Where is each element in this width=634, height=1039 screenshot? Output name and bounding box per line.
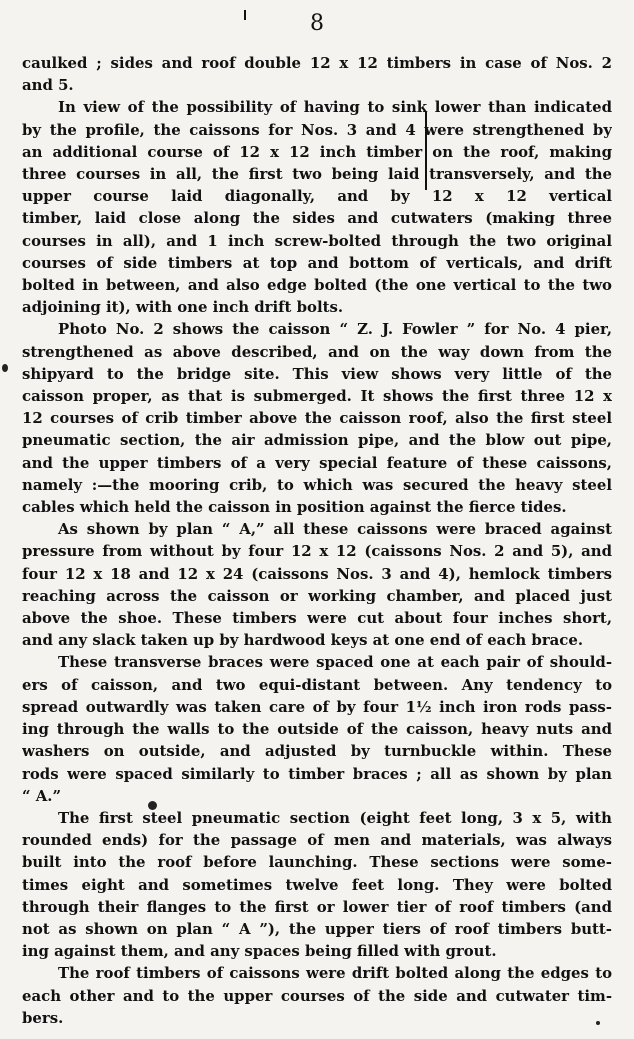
text-line: upper course laid diagonally, and by 12 x 12 vertical: [22, 187, 612, 206]
text-line: cables which held the caisson in position against the fierce tides.: [22, 498, 567, 517]
text-line: spread outwardly was taken care of by four 1½ inch iron rods pass-: [22, 697, 612, 716]
body-text: [22, 52, 612, 1029]
text-line: each other and to the upper courses of the side and cutwater tim-: [22, 986, 612, 1005]
text-line: strengthened as above described, and on the way down from the: [22, 342, 612, 361]
text-line: and 5.: [22, 76, 74, 95]
text-line: by the profile, the caissons for Nos. 3 and 4 were strengthened by: [22, 120, 612, 139]
text-line: bolted in between, and also edge bolted (the one vertical to the two: [22, 276, 612, 295]
text-line: four 12 x 18 and 12 x 24 (caissons Nos. 3 and 4), hemlock timbers: [22, 564, 612, 583]
text-line: timber, laid close along the sides and cutwaters (making three: [22, 209, 612, 228]
text-line: The roof timbers of caissons were drift bolted along the edges to: [58, 964, 612, 983]
text-line: ers of caisson, and two equi-distant between. Any tendency to: [22, 675, 612, 694]
text-line: built into the roof before launching. These sections were some-: [22, 853, 612, 872]
text-line: 12 courses of crib timber above the caisson roof, also the first steel: [22, 409, 612, 428]
text-line: pressure from without by four 12 x 12 (caissons Nos. 2 and 5), and: [22, 542, 612, 561]
text-line: washers on outside, and adjusted by turnbuckle within. These: [22, 742, 612, 761]
ink-speck: [2, 364, 8, 372]
text-line: adjoining it), with one inch drift bolts.: [22, 298, 344, 317]
text-line: caulked ; sides and roof double 12 x 12 timbers in case of Nos. 2: [22, 54, 612, 72]
text-line: The first steel pneumatic section (eight feet long, 3 x 5, with: [58, 808, 612, 827]
text-line: bers.: [22, 1008, 64, 1027]
text-line: shipyard to the bridge site. This view shows very little of the: [22, 364, 612, 383]
text-line: rounded ends) for the passage of men and materials, was always: [22, 831, 612, 850]
text-line: namely :—the mooring crib, to which was secured the heavy steel: [22, 475, 612, 494]
text-line: pneumatic section, the air admission pipe, and the blow out pipe,: [22, 431, 612, 450]
text-line: Photo No. 2 shows the caisson “ Z. J. Fowler ” for No. 4 pier,: [58, 320, 612, 339]
text-line: rods were spaced similarly to timber braces ; all as shown by plan: [22, 764, 612, 783]
text-line: above the shoe. These timbers were cut about four inches short,: [22, 609, 612, 628]
page-number: 8: [310, 11, 324, 36]
text-line: times eight and sometimes twelve feet long. They were bolted: [22, 875, 612, 894]
text-line: “ A.”: [22, 786, 62, 805]
margin-mark: [244, 10, 246, 20]
text-line: through their flanges to the first or lower tier of roof timbers (and: [22, 897, 612, 916]
text-line: These transverse braces were spaced one at each pair of should-: [58, 653, 612, 672]
text-line: caisson proper, as that is submerged. It shows the first three 12 x: [22, 387, 612, 406]
text-line: ing through the walls to the outside of the caisson, heavy nuts and: [22, 720, 612, 739]
text-line: an additional course of 12 x 12 inch timber on the roof, making: [22, 142, 612, 161]
text-line: courses of side timbers at top and bottom of verticals, and drift: [22, 253, 612, 272]
text-line: and the upper timbers of a very special feature of these caissons,: [22, 453, 612, 472]
text-line: and any slack taken up by hardwood keys at one end of each brace.: [22, 631, 584, 650]
text-line: three courses in all, the first two being laid transversely, and the: [22, 165, 612, 184]
text-line: In view of the possibility of having to sink lower than indicated: [58, 98, 612, 117]
text-line: reaching across the caisson or working chamber, and placed just: [22, 586, 612, 605]
text-line: courses in all), and 1 inch screw-bolted through the two original: [22, 231, 612, 250]
text-line: not as shown on plan “ A ”), the upper tiers of roof timbers butt-: [22, 919, 612, 938]
text-line: As shown by plan “ A,” all these caissons were braced against: [58, 520, 612, 539]
text-line: ing against them, and any spaces being filled with grout.: [22, 942, 497, 961]
